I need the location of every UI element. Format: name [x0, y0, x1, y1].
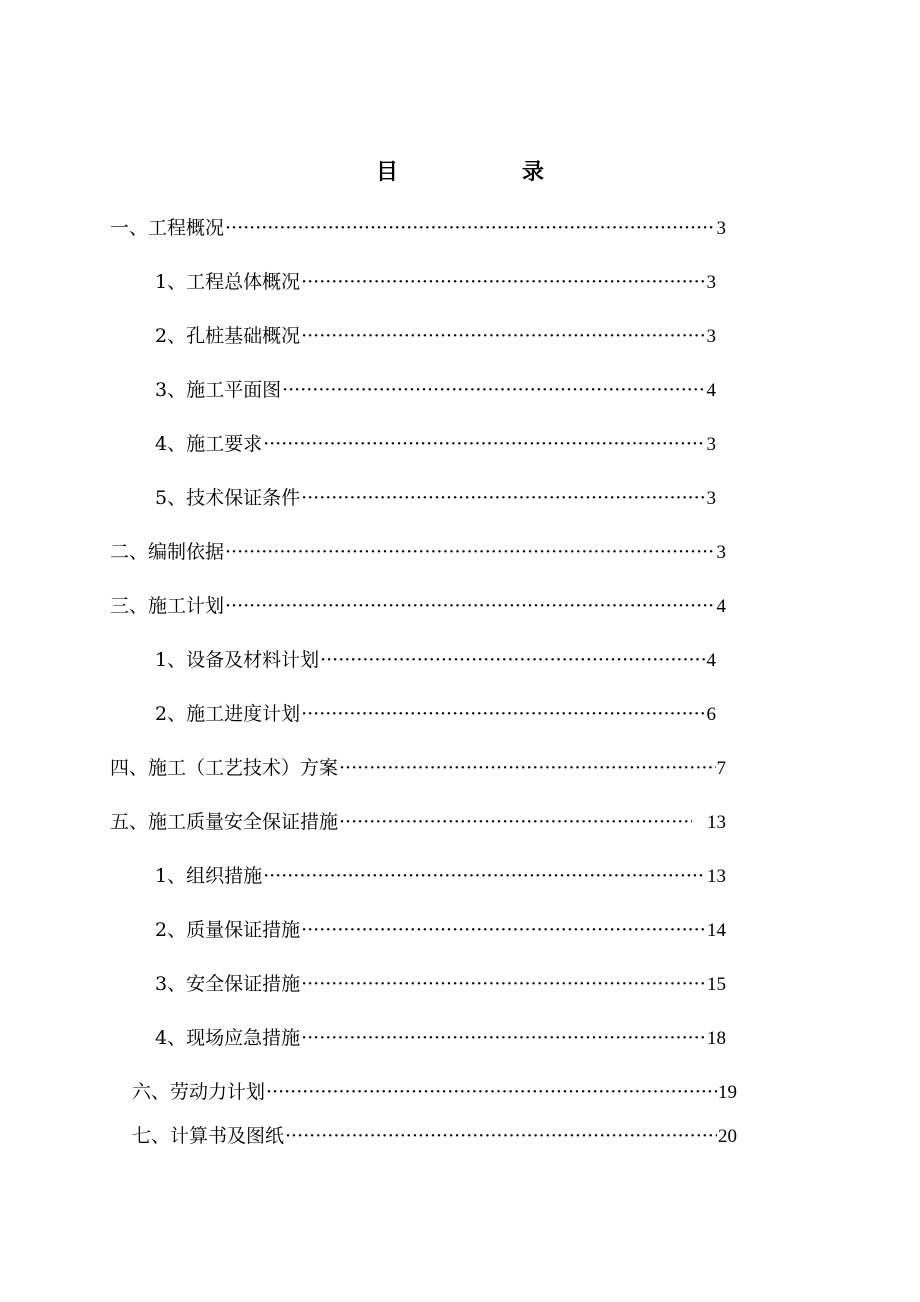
toc-entry-page: 13 [707, 866, 726, 887]
toc-leader-dots [339, 754, 715, 782]
toc-entry-label: 3、安全保证措施 [155, 973, 301, 995]
toc-entry-label: 2、施工进度计划 [155, 703, 301, 725]
toc-leader-dots [263, 862, 706, 890]
toc-entry-3-2[interactable] [155, 700, 716, 729]
toc-entry-1-2[interactable] [155, 322, 716, 351]
toc-entry-3-1[interactable] [155, 646, 716, 675]
toc-entry-label: 2、孔桩基础概况 [155, 325, 301, 347]
toc-entry-page: 3 [706, 326, 716, 347]
toc-entry-5[interactable] [110, 808, 726, 837]
toc-leader-dots [225, 538, 715, 566]
toc-entry-page: 13 [707, 812, 726, 833]
toc-leader-dots [301, 322, 705, 350]
toc-entry-page: 19 [718, 1082, 737, 1103]
toc-entry-label: 三、施工计划 [110, 595, 225, 617]
toc-entry-page: 6 [706, 704, 716, 725]
toc-entry-label: 四、施工（工艺技术）方案 [110, 757, 339, 779]
toc-leader-dots [301, 970, 706, 998]
toc-entry-5-2[interactable] [155, 916, 726, 945]
toc-entry-label: 1、设备及材料计划 [155, 649, 320, 671]
toc-entry-label: 3、施工平面图 [155, 379, 282, 401]
toc-entry-page: 15 [707, 974, 726, 995]
toc-entry-page: 4 [706, 380, 716, 401]
toc-entry-page: 7 [716, 758, 726, 779]
toc-entry-page: 3 [716, 542, 726, 563]
toc-entry-label: 4、现场应急措施 [155, 1027, 301, 1049]
toc-entry-1-4[interactable] [155, 430, 716, 459]
toc-leader-dots [301, 916, 706, 944]
toc-leader-dots [282, 376, 705, 404]
toc-entry-5-4[interactable] [155, 1024, 726, 1053]
toc-entry-page: 3 [706, 272, 716, 293]
toc-entry-label: 1、工程总体概况 [155, 271, 301, 293]
toc-leader-dots [263, 430, 705, 458]
toc-entry-1-5[interactable] [155, 484, 716, 513]
toc-entry-page: 3 [706, 488, 716, 509]
toc-leader-dots [301, 700, 705, 728]
toc-entry-4[interactable] [110, 754, 726, 783]
toc-leader-dots [301, 268, 705, 296]
toc-leader-dots [339, 808, 692, 836]
toc-entry-6[interactable] [132, 1078, 737, 1107]
toc-entry-page: 14 [707, 920, 726, 941]
toc-leader-dots [225, 592, 715, 620]
toc-entry-label: 六、劳动力计划 [132, 1081, 266, 1103]
toc-entry-1-1[interactable] [155, 268, 716, 297]
toc-leader-dots [320, 646, 705, 674]
title-char-2: 录 [522, 159, 545, 185]
toc-entry-5-1[interactable] [155, 862, 726, 891]
toc-leader-dots [266, 1078, 717, 1106]
toc-entry-2[interactable] [110, 538, 726, 567]
toc-entry-7[interactable] [132, 1122, 737, 1151]
toc-entry-page: 4 [716, 596, 726, 617]
toc-entry-1[interactable] [110, 214, 726, 243]
toc-leader-dots [301, 1024, 706, 1052]
toc-entry-3[interactable] [110, 592, 726, 621]
toc-entry-1-3[interactable] [155, 376, 716, 405]
toc-entry-label: 4、施工要求 [155, 433, 263, 455]
toc-entry-page: 3 [706, 434, 716, 455]
toc-entry-label: 一、工程概况 [110, 217, 225, 239]
toc-entry-label: 1、组织措施 [155, 865, 263, 887]
toc-leader-dots [285, 1122, 717, 1150]
toc-leader-dots [225, 214, 715, 242]
toc-entry-label: 5、技术保证条件 [155, 487, 301, 509]
page-title [0, 154, 920, 190]
toc-entry-page: 20 [718, 1126, 737, 1147]
toc-entry-page: 3 [716, 218, 726, 239]
toc-entry-page: 18 [707, 1028, 726, 1049]
toc-leader-dots [301, 484, 705, 512]
toc-entry-label: 2、质量保证措施 [155, 919, 301, 941]
toc-entry-page: 4 [706, 650, 716, 671]
toc-entry-label: 五、施工质量安全保证措施 [110, 811, 339, 833]
toc-entry-label: 七、计算书及图纸 [132, 1125, 285, 1147]
title-char-1: 目 [375, 159, 398, 185]
toc-entry-5-3[interactable] [155, 970, 726, 999]
toc-entry-label: 二、编制依据 [110, 541, 225, 563]
